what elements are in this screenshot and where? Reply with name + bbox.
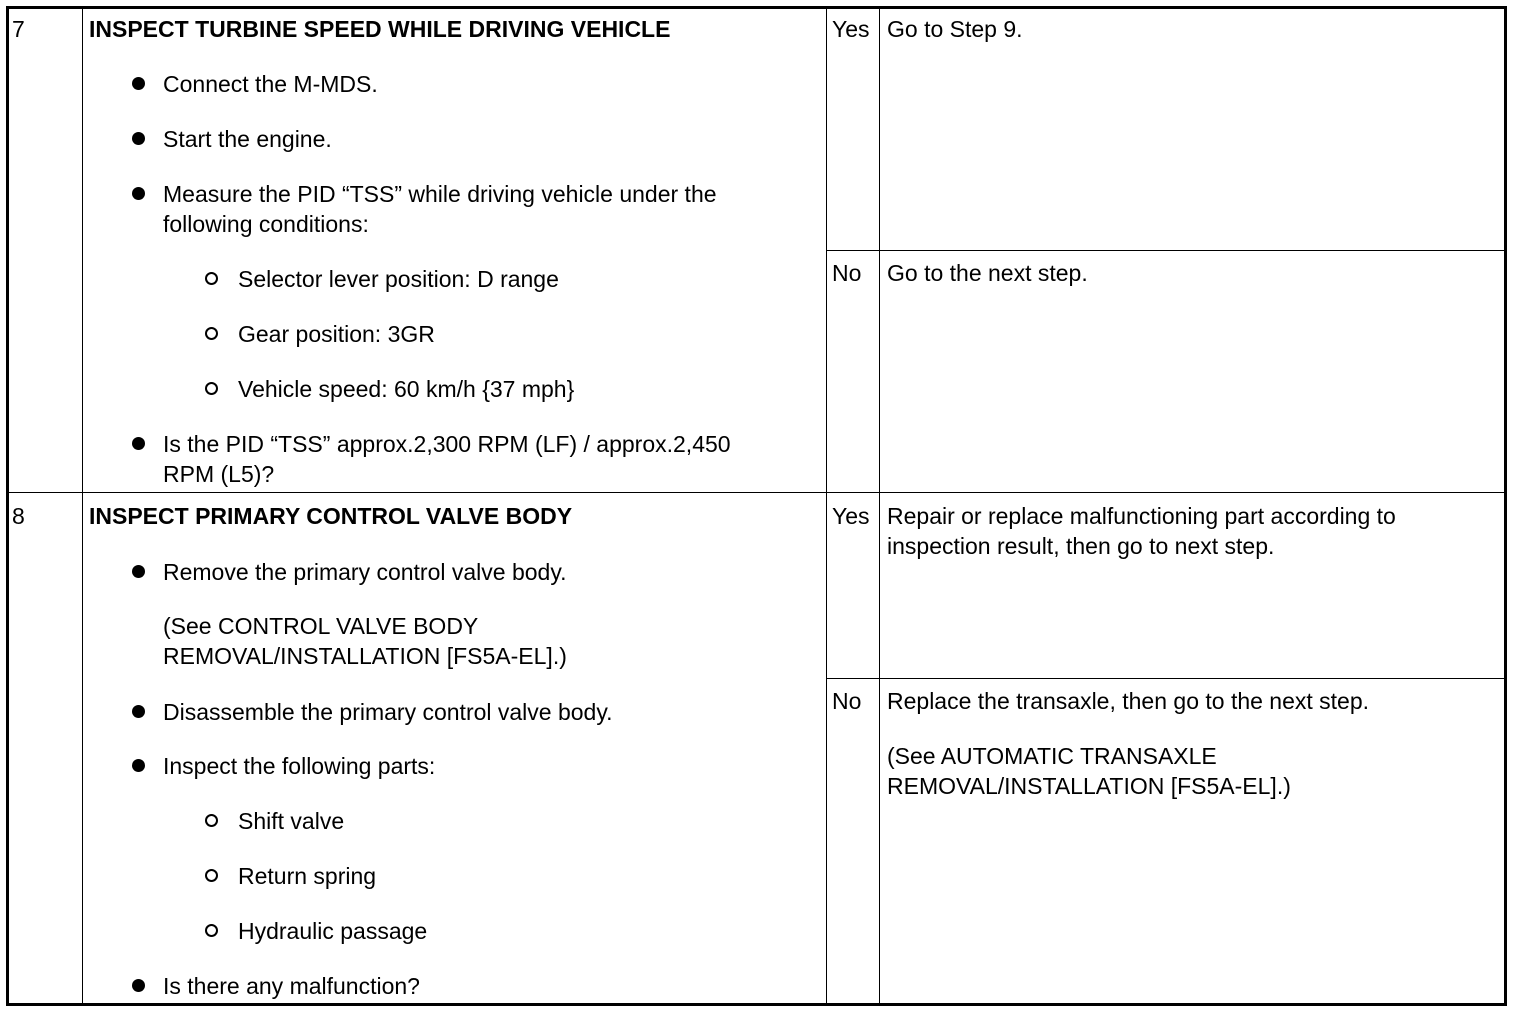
result-no-label: No <box>832 260 862 286</box>
circle-bullet-icon <box>205 869 218 882</box>
reference-note-continued: REMOVAL/INSTALLATION [FS5A-EL].) <box>163 643 567 669</box>
column-divider-result <box>826 8 827 1006</box>
part-item: Hydraulic passage <box>238 918 428 944</box>
reference-note: (See AUTOMATIC TRANSAXLE <box>887 743 1217 769</box>
bullet-icon <box>132 979 145 992</box>
result-no-label: No <box>832 688 862 714</box>
step-item: Connect the M-MDS. <box>163 71 378 97</box>
step-item: Remove the primary control valve body. <box>163 559 567 585</box>
step-item-continued: following conditions: <box>163 211 369 237</box>
condition-item: Selector lever position: D range <box>238 266 559 292</box>
step-item: Start the engine. <box>163 126 332 152</box>
step-title: INSPECT PRIMARY CONTROL VALVE BODY <box>89 503 573 529</box>
reference-note-continued: REMOVAL/INSTALLATION [FS5A-EL].) <box>887 773 1291 799</box>
circle-bullet-icon <box>205 814 218 827</box>
step-question: Is the PID “TSS” approx.2,300 RPM (LF) / approx.2,450 <box>163 431 731 457</box>
bullet-icon <box>132 132 145 145</box>
condition-item: Vehicle speed: 60 km/h {37 mph} <box>238 376 575 402</box>
result-no-action: Replace the transaxle, then go to the next step. <box>887 688 1370 714</box>
result-yes-label: Yes <box>832 16 870 42</box>
part-item: Shift valve <box>238 808 345 834</box>
row-divider-step8-yes-no <box>826 678 1506 679</box>
step-item: Measure the PID “TSS” while driving vehicle under the <box>163 181 717 207</box>
bullet-icon <box>132 565 145 578</box>
row-divider-step7-yes-no <box>826 250 1506 251</box>
part-item: Return spring <box>238 863 377 889</box>
circle-bullet-icon <box>205 924 218 937</box>
condition-item: Gear position: 3GR <box>238 321 435 347</box>
step-question: Is there any malfunction? <box>163 973 420 999</box>
circle-bullet-icon <box>205 382 218 395</box>
step-title: INSPECT TURBINE SPEED WHILE DRIVING VEHICLE <box>89 16 671 42</box>
bullet-icon <box>132 437 145 450</box>
step-item: Inspect the following parts: <box>163 753 436 779</box>
column-divider-action <box>879 8 880 1006</box>
step-number: 7 <box>12 16 25 42</box>
circle-bullet-icon <box>205 327 218 340</box>
row-divider-step7-step8 <box>8 492 1506 493</box>
result-no-action: Go to the next step. <box>887 260 1088 286</box>
bullet-icon <box>132 77 145 90</box>
bullet-icon <box>132 705 145 718</box>
result-yes-action-continued: inspection result, then go to next step. <box>887 533 1275 559</box>
result-yes-label: Yes <box>832 503 870 529</box>
result-yes-action: Go to Step 9. <box>887 16 1023 42</box>
bullet-icon <box>132 759 145 772</box>
reference-note: (See CONTROL VALVE BODY <box>163 613 479 639</box>
result-yes-action: Repair or replace malfunctioning part according to <box>887 503 1396 529</box>
bullet-icon <box>132 187 145 200</box>
step-question-continued: RPM (L5)? <box>163 461 275 487</box>
step-number: 8 <box>12 503 25 529</box>
circle-bullet-icon <box>205 272 218 285</box>
column-divider-number <box>82 8 83 1006</box>
step-item: Disassemble the primary control valve body. <box>163 699 613 725</box>
